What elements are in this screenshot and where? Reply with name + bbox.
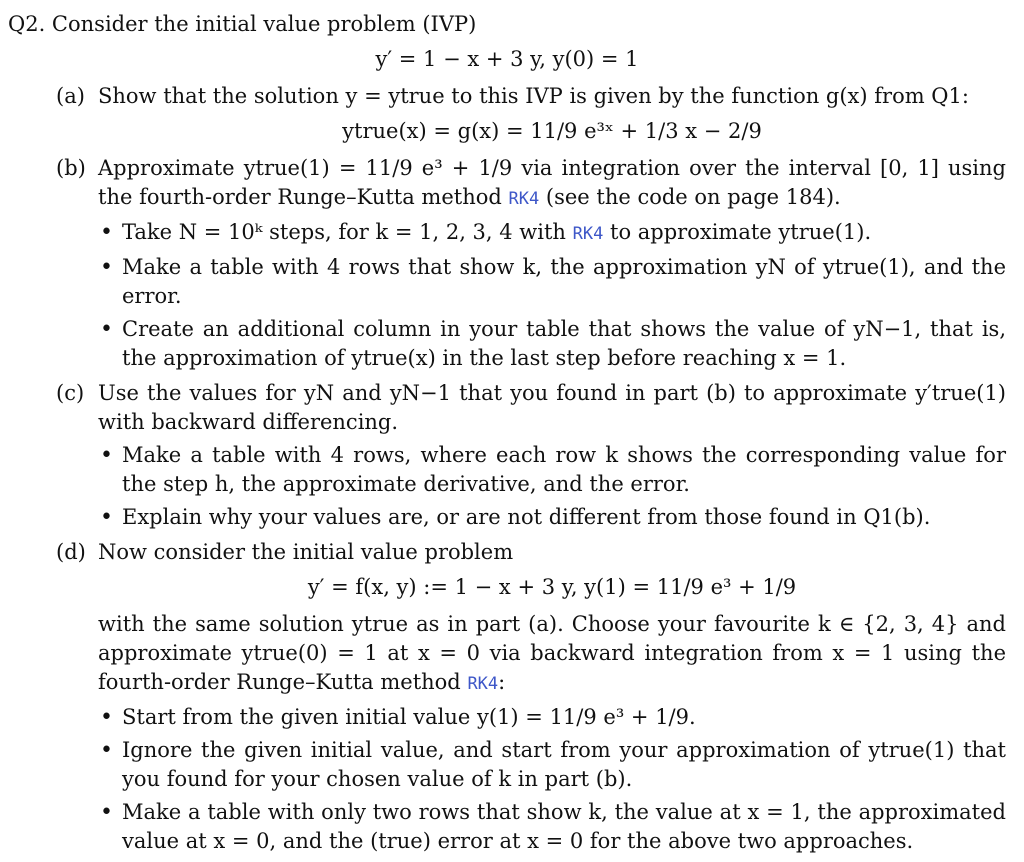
part-b-label: (b) bbox=[56, 156, 86, 180]
part-a-label: (a) bbox=[56, 84, 85, 108]
part-d-label: (d) bbox=[56, 540, 86, 564]
list-item: • Make a table with only two rows that show k, the value at x = 1, the approximated value at x = 0, and the (true) error at x = 0 for the above two approaches. bbox=[98, 798, 1006, 856]
part-b-bullet1-end: to approximate ytrue(1). bbox=[603, 220, 872, 244]
part-d-text2-start: with the same solution ytrue as in part (a). Choose your favourite k ∈ {2, 3, 4} and approximate ytrue(0) = 1 at x = 0 via backward integration from x = 1 using the fourth-order Runge–Kutta method bbox=[98, 612, 1006, 694]
list-item: • Explain why your values are, or are not different from those found in Q1(b). bbox=[98, 503, 1006, 532]
part-d-equation: y′ = f(x, y) := 1 − x + 3 y, y(1) = 11/9 e³ + 1/9 bbox=[307, 575, 797, 599]
part-a bbox=[8, 82, 1006, 146]
list-item: • Start from the given initial value y(1) = 11/9 e³ + 1/9. bbox=[98, 703, 1006, 732]
part-a-equation: ytrue(x) = g(x) = 11/9 e³ˣ + 1/3 x − 2/9 bbox=[342, 119, 762, 143]
part-b-text bbox=[98, 154, 1006, 214]
part-d bbox=[8, 538, 1006, 856]
part-b-text-end: (see the code on page 184). bbox=[539, 185, 841, 209]
part-b-text-start: Approximate ytrue(1) = 11/9 e³ + 1/9 via integration over the interval [0, 1] using the fourth-order Runge–Kutta method bbox=[98, 156, 1006, 209]
list-item: • Create an additional column in your table that shows the value of yN−1, that is, the approximation of ytrue(x) in the last step before reaching x = 1. bbox=[98, 315, 1006, 373]
part-d-list bbox=[98, 703, 1006, 856]
part-b-list bbox=[98, 218, 1006, 373]
rk4-code: RK4 bbox=[572, 224, 604, 244]
part-b bbox=[8, 154, 1006, 373]
part-c bbox=[8, 379, 1006, 532]
rk4-code: RK4 bbox=[467, 674, 499, 694]
rk4-code: RK4 bbox=[508, 189, 540, 209]
part-d-text: Now consider the initial value problem bbox=[98, 540, 514, 564]
ivp-equation: y′ = 1 − x + 3 y, y(0) = 1 bbox=[375, 47, 639, 71]
question-title: Q2. Consider the initial value problem (IVP) bbox=[8, 12, 477, 36]
part-c-text: Use the values for yN and yN−1 that you found in part (b) to approximate y′true(1) with backward differencing. bbox=[98, 381, 1006, 434]
list-item: • Make a table with 4 rows, where each row k shows the corresponding value for the step h, the approximate derivative, and the error. bbox=[98, 441, 1006, 499]
list-item: • Ignore the given initial value, and start from your approximation of ytrue(1) that you found for your chosen value of k in part (b). bbox=[98, 736, 1006, 794]
part-a-text: Show that the solution y = ytrue to this IVP is given by the function g(x) from Q1: bbox=[98, 84, 969, 108]
part-b-bullet1-start: Take N = 10ᵏ steps, for k = 1, 2, 3, 4 with bbox=[122, 220, 573, 244]
part-d-text2-end: : bbox=[498, 670, 506, 694]
part-d-text2 bbox=[98, 610, 1006, 699]
part-c-label: (c) bbox=[56, 381, 85, 405]
list-item bbox=[98, 218, 1006, 249]
list-item: • Make a table with 4 rows that show k, the approximation yN of ytrue(1), and the error. bbox=[98, 253, 1006, 311]
part-c-list bbox=[98, 441, 1006, 532]
